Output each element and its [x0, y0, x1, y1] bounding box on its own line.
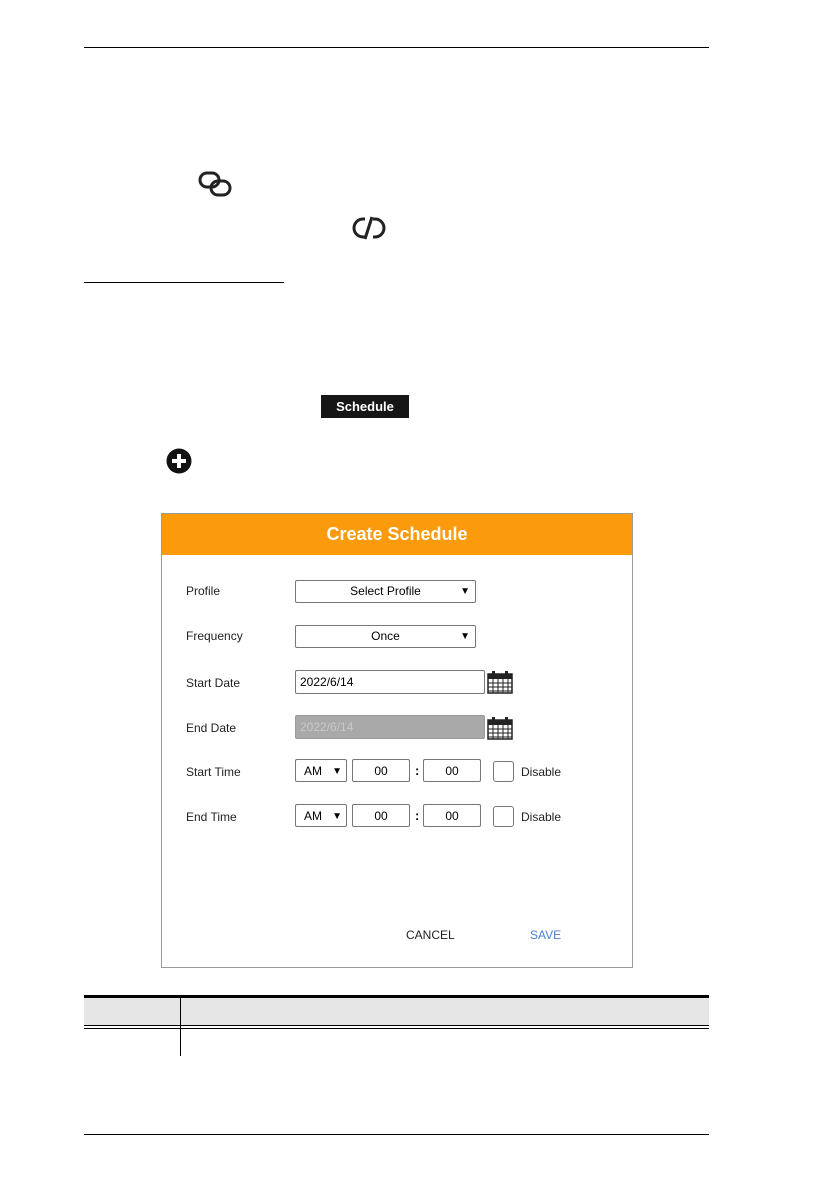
- profile-label: Profile: [186, 584, 221, 598]
- start-minute-input[interactable]: 00: [423, 759, 481, 782]
- calendar-icon[interactable]: [487, 716, 513, 740]
- table-header: [84, 998, 709, 1025]
- start-time-disable-checkbox[interactable]: [493, 761, 514, 782]
- end-time-disable-label: Disable: [521, 810, 562, 824]
- chevron-down-icon: ▼: [460, 631, 470, 642]
- start-time-label: Start Time: [186, 765, 241, 779]
- end-ampm-select[interactable]: [295, 804, 347, 827]
- end-ampm-value: AM: [304, 809, 322, 823]
- end-time-label: End Time: [186, 810, 237, 824]
- start-date-input[interactable]: 2022/6/14: [295, 670, 485, 694]
- create-schedule-dialog: [161, 513, 633, 968]
- start-time-disable-label: Disable: [521, 765, 562, 779]
- footer-rule: [84, 1134, 709, 1135]
- link-icon: [197, 168, 233, 200]
- profile-value: Select Profile: [350, 584, 421, 598]
- start-date-label: Start Date: [186, 676, 241, 690]
- time-separator: :: [415, 763, 420, 778]
- start-hour-input[interactable]: 00: [352, 759, 410, 782]
- table-column-divider: [180, 998, 181, 1056]
- dialog-title: Create Schedule: [162, 514, 632, 555]
- save-button[interactable]: SAVE: [530, 928, 562, 942]
- end-minute-input[interactable]: 00: [423, 804, 481, 827]
- section-underline: [84, 282, 284, 283]
- frequency-select[interactable]: [295, 625, 476, 648]
- schedule-button[interactable]: Schedule: [321, 395, 409, 418]
- unlink-icon: [351, 215, 387, 241]
- plus-circle-icon[interactable]: [165, 447, 193, 475]
- time-separator: :: [415, 808, 420, 823]
- chevron-down-icon: ▼: [332, 811, 342, 822]
- profile-select[interactable]: [295, 580, 476, 603]
- start-ampm-select[interactable]: [295, 759, 347, 782]
- start-ampm-value: AM: [304, 764, 322, 778]
- end-date-input: 2022/6/14: [295, 715, 485, 739]
- end-time-disable-checkbox[interactable]: [493, 806, 514, 827]
- table-header-rule: [84, 1025, 709, 1026]
- calendar-icon[interactable]: [487, 670, 513, 694]
- end-date-label: End Date: [186, 721, 237, 735]
- chevron-down-icon: ▼: [332, 766, 342, 777]
- chevron-down-icon: ▼: [460, 586, 470, 597]
- table-header-rule-2: [84, 1028, 709, 1029]
- cancel-button[interactable]: CANCEL: [406, 928, 455, 942]
- frequency-label: Frequency: [186, 629, 243, 643]
- header-rule: [84, 47, 709, 48]
- end-hour-input[interactable]: 00: [352, 804, 410, 827]
- frequency-value: Once: [371, 629, 400, 643]
